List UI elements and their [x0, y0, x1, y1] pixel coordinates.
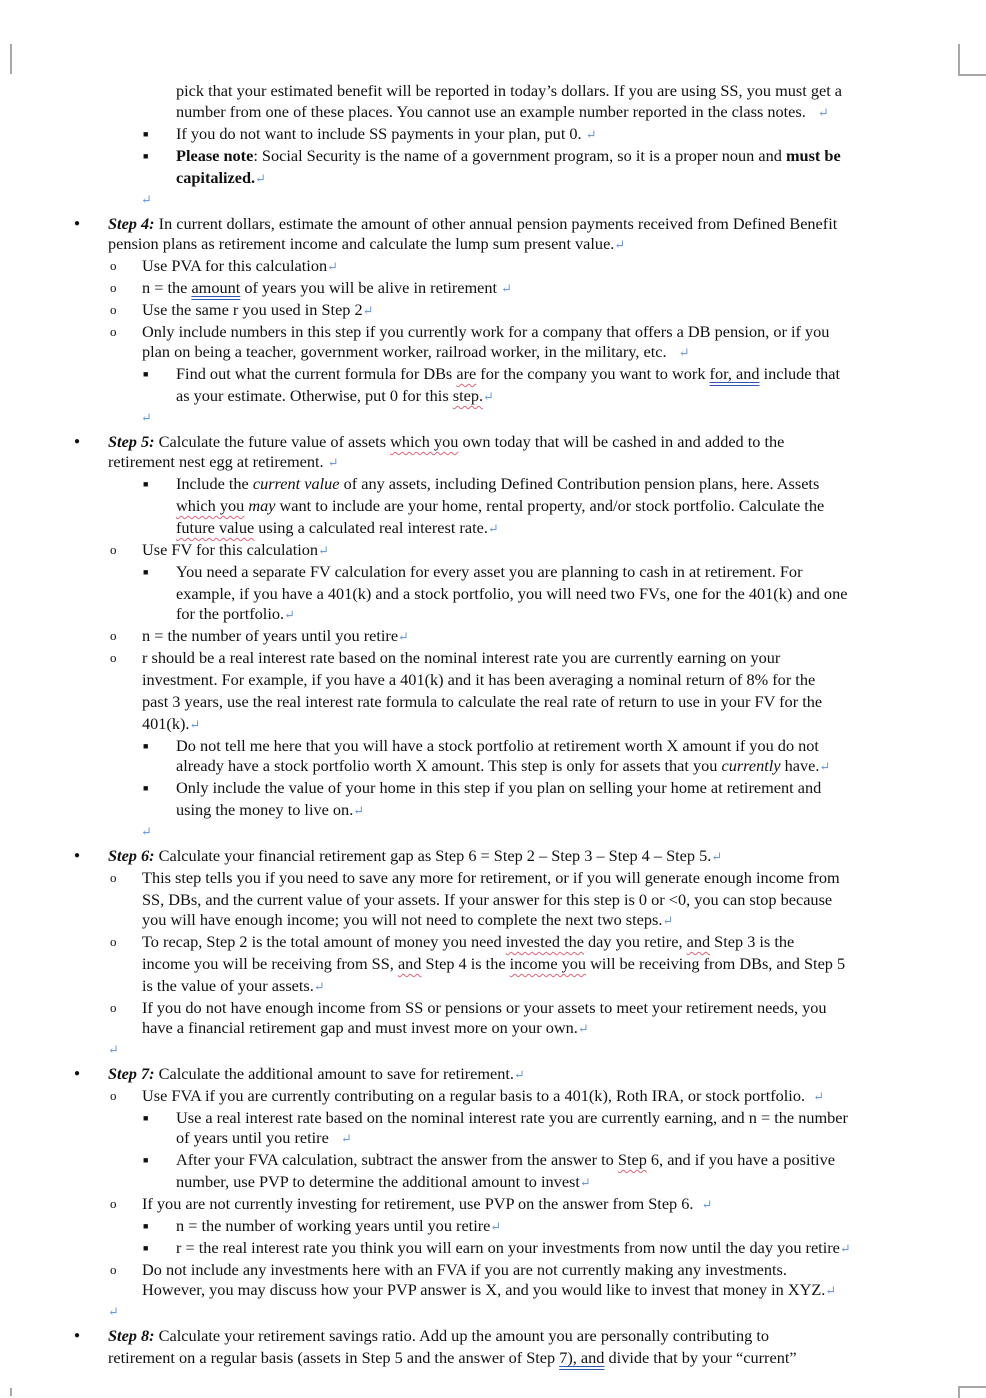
step-6-heading: Step 6: Calculate your financial retirement gap as Step 6 = Step 2 – Step 3 – Step 4 – Step 5.↵ — [108, 846, 723, 865]
square-bullet: ■ — [143, 741, 149, 751]
paragraph-mark: ↵ — [353, 803, 365, 818]
list-item: r = the real interest rate you think you will earn on your investments from now until the day you retire↵ — [176, 1238, 851, 1257]
list-item: Please note: Social Security is the name of a government program, so it is a proper noun and must be — [176, 146, 841, 165]
square-bullet: ■ — [143, 567, 149, 577]
paragraph-mark: ↵ — [701, 1197, 713, 1212]
circle-bullet: o — [110, 650, 117, 665]
list-item: r should be a real interest rate based on the nominal interest rate you are currently earning on your — [142, 648, 781, 667]
list-item: This step tells you if you need to save any more for retirement, or if you will generate enough income from — [142, 868, 840, 887]
circle-bullet: o — [110, 542, 117, 557]
bullet: ● — [74, 1068, 81, 1079]
text-line: example, if you have a 401(k) and a stock portfolio, you will need two FVs, one for the 401(k) and one — [176, 584, 848, 603]
text-line: retirement nest egg at retirement. ↵ — [108, 452, 339, 471]
text-line: for the portfolio.↵ — [176, 604, 295, 623]
paragraph-mark: ↵ — [284, 607, 295, 622]
paragraph-mark: ↵ — [189, 717, 201, 732]
paragraph-mark: ↵ — [108, 1042, 119, 1057]
bullet: ● — [74, 436, 81, 447]
paragraph-mark: ↵ — [398, 629, 409, 644]
text-line: pick that your estimated benefit will be reported in today’s dollars. If you are using SS, you must get a — [176, 81, 843, 100]
list-item: n = the number of years until you retire↵ — [142, 626, 409, 645]
list-item: To recap, Step 2 is the total amount of money you need invested the day you retire, and Step 3 is the — [142, 932, 795, 951]
list-item: Do not tell me here that you will have a stock portfolio at retirement worth X amount if you do not — [176, 736, 819, 755]
paragraph-mark: ↵ — [514, 1067, 525, 1082]
text-line: income you will be receiving from SS, and Step 4 is the income you will be receiving from DBs, and Step 5 — [142, 954, 846, 973]
text-line: have a financial retirement gap and must invest more on your own.↵ — [142, 1018, 589, 1037]
text-line: plan on being a teacher, government worker, railroad worker, in the military, etc. ↵ — [142, 342, 690, 361]
square-bullet: ■ — [143, 369, 149, 379]
circle-bullet: o — [110, 870, 117, 885]
circle-bullet: o — [110, 1088, 117, 1103]
step-8-heading: Step 8: Calculate your retirement savings ratio. Add up the amount you are personally contributing to — [108, 1326, 770, 1345]
list-item: You need a separate FV calculation for every asset you are planning to cash in at retirement. For — [176, 562, 803, 581]
paragraph-mark: ↵ — [501, 281, 513, 296]
list-item: Use a real interest rate based on the nominal interest rate you are currently earning, and n = the number — [176, 1108, 848, 1127]
crop-mark-bottom-left — [0, 1388, 12, 1396]
text-line: past 3 years, use the real interest rate formula to calculate the real rate of return to use in your FV for the — [142, 692, 823, 711]
paragraph-mark: ↵ — [585, 127, 597, 142]
square-bullet: ■ — [143, 479, 149, 489]
step-4-heading: Step 4: In current dollars, estimate the amount of other annual pension payments received from Defined Benefit — [108, 214, 838, 233]
text-line: However, you may discuss how your PVP answer is X, and you would like to invest that money in XYZ.↵ — [142, 1280, 837, 1299]
paragraph-mark: ↵ — [108, 1304, 119, 1319]
text-line: as your estimate. Otherwise, put 0 for this step.↵ — [176, 386, 494, 405]
text-line: investment. For example, if you have a 401(k) and it has been averaging a nominal return of 8% for the — [142, 670, 816, 689]
circle-bullet: o — [110, 934, 117, 949]
square-bullet: ■ — [143, 151, 149, 161]
crop-mark-bottom-right — [958, 1386, 986, 1398]
text-line: future value using a calculated real interest rate.↵ — [176, 518, 499, 537]
paragraph-mark: ↵ — [487, 521, 499, 536]
circle-bullet: o — [110, 1196, 117, 1211]
text-line: number from one of these places. You cannot use an example number reported in the class notes. ↵ — [176, 102, 829, 121]
paragraph-mark: ↵ — [579, 1175, 591, 1190]
list-item: Use FV for this calculation↵ — [142, 540, 329, 559]
crop-mark-top-left — [0, 44, 12, 74]
circle-bullet: o — [110, 1000, 117, 1015]
list-item: After your FVA calculation, subtract the answer from the answer to Step 6, and if you have a positive — [176, 1150, 835, 1169]
list-item: Do not include any investments here with an FVA if you are not currently making any investments. — [142, 1260, 787, 1279]
bullet: ● — [74, 850, 81, 861]
paragraph-mark: ↵ — [318, 543, 329, 558]
circle-bullet: o — [110, 280, 117, 295]
text-line: already have a stock portfolio worth X amount. This step is only for assets that you currently have.↵ — [176, 756, 831, 775]
paragraph-mark: ↵ — [711, 849, 723, 864]
paragraph-mark: ↵ — [614, 237, 626, 252]
paragraph-mark: ↵ — [577, 1021, 589, 1036]
square-bullet: ■ — [143, 1221, 149, 1231]
paragraph-mark: ↵ — [839, 1241, 851, 1256]
list-item: Include the current value of any assets, including Defined Contribution pension plans, here. Assets — [176, 474, 820, 493]
text-line: is the value of your assets.↵ — [142, 976, 325, 995]
list-item: n = the amount of years you will be alive in retirement ↵ — [142, 278, 513, 297]
circle-bullet: o — [110, 1262, 117, 1277]
list-item: Use FVA if you are currently contributing on a regular basis to a 401(k), Roth IRA, or stock portfolio. ↵ — [142, 1086, 825, 1105]
list-item: Use the same r you used in Step 2↵ — [142, 300, 374, 319]
paragraph-mark: ↵ — [490, 1219, 502, 1234]
text-line: number, use PVP to determine the additional amount to invest↵ — [176, 1172, 591, 1191]
text-line: 401(k).↵ — [142, 714, 201, 733]
paragraph-mark: ↵ — [362, 303, 374, 318]
text-line: which you may want to include are your home, rental property, and/or stock portfolio. Calculate the — [176, 496, 825, 515]
circle-bullet: o — [110, 324, 117, 339]
paragraph-mark: ↵ — [483, 389, 494, 404]
list-item: If you do not have enough income from SS or pensions or your assets to meet your retirement needs, you — [142, 998, 827, 1017]
list-item: If you are not currently investing for retirement, use PVP on the answer from Step 6. ↵ — [142, 1194, 713, 1213]
paragraph-mark: ↵ — [141, 824, 152, 839]
text-line: you will have enough income; you will not need to complete the next two steps.↵ — [142, 910, 674, 929]
circle-bullet: o — [110, 258, 117, 273]
paragraph-mark: ↵ — [327, 259, 339, 274]
square-bullet: ■ — [143, 1243, 149, 1253]
paragraph-mark: ↵ — [813, 1089, 825, 1104]
paragraph-mark: ↵ — [662, 913, 674, 928]
text-line: using the money to live on.↵ — [176, 800, 365, 819]
paragraph-mark: ↵ — [313, 979, 325, 994]
list-item: If you do not want to include SS payments in your plan, put 0. ↵ — [176, 124, 597, 143]
paragraph-mark: ↵ — [141, 192, 152, 207]
paragraph-mark: ↵ — [819, 759, 831, 774]
text-line: SS, DBs, and the current value of your assets. If your answer for this step is 0 or <0, you can stop because — [142, 890, 833, 909]
list-item: Only include numbers in this step if you currently work for a company that offers a DB pension, or if you — [142, 322, 830, 341]
list-item: Use PVA for this calculation↵ — [142, 256, 339, 275]
text-line: capitalized.↵ — [176, 168, 267, 187]
list-item: n = the number of working years until you retire↵ — [176, 1216, 502, 1235]
paragraph-mark: ↵ — [327, 455, 339, 470]
paragraph-mark: ↵ — [825, 1283, 837, 1298]
square-bullet: ■ — [143, 1155, 149, 1165]
bullet: ● — [74, 1330, 81, 1341]
text-line: of years until you retire ↵ — [176, 1128, 352, 1147]
crop-mark-top-right — [958, 44, 986, 76]
text-line: retirement on a regular basis (assets in Step 5 and the answer of Step 7), and divide that by your “current” — [108, 1348, 797, 1367]
text-line: pension plans as retirement income and calculate the lump sum present value.↵ — [108, 234, 626, 253]
square-bullet: ■ — [143, 129, 149, 139]
circle-bullet: o — [110, 302, 117, 317]
paragraph-mark: ↵ — [678, 345, 690, 360]
list-item: Find out what the current formula for DBs are for the company you want to work for, and include that — [176, 364, 840, 383]
step-5-heading: Step 5: Calculate the future value of assets which you own today that will be cashed in and added to the — [108, 432, 785, 451]
step-7-heading: Step 7: Calculate the additional amount to save for retirement.↵ — [108, 1064, 525, 1083]
paragraph-mark: ↵ — [818, 105, 829, 120]
bullet: ● — [74, 218, 81, 229]
square-bullet: ■ — [143, 1113, 149, 1123]
circle-bullet: o — [110, 628, 117, 643]
list-item: Only include the value of your home in this step if you plan on selling your home at retirement and — [176, 778, 822, 797]
paragraph-mark: ↵ — [141, 410, 152, 425]
square-bullet: ■ — [143, 783, 149, 793]
paragraph-mark: ↵ — [255, 171, 267, 186]
paragraph-mark: ↵ — [341, 1131, 352, 1146]
